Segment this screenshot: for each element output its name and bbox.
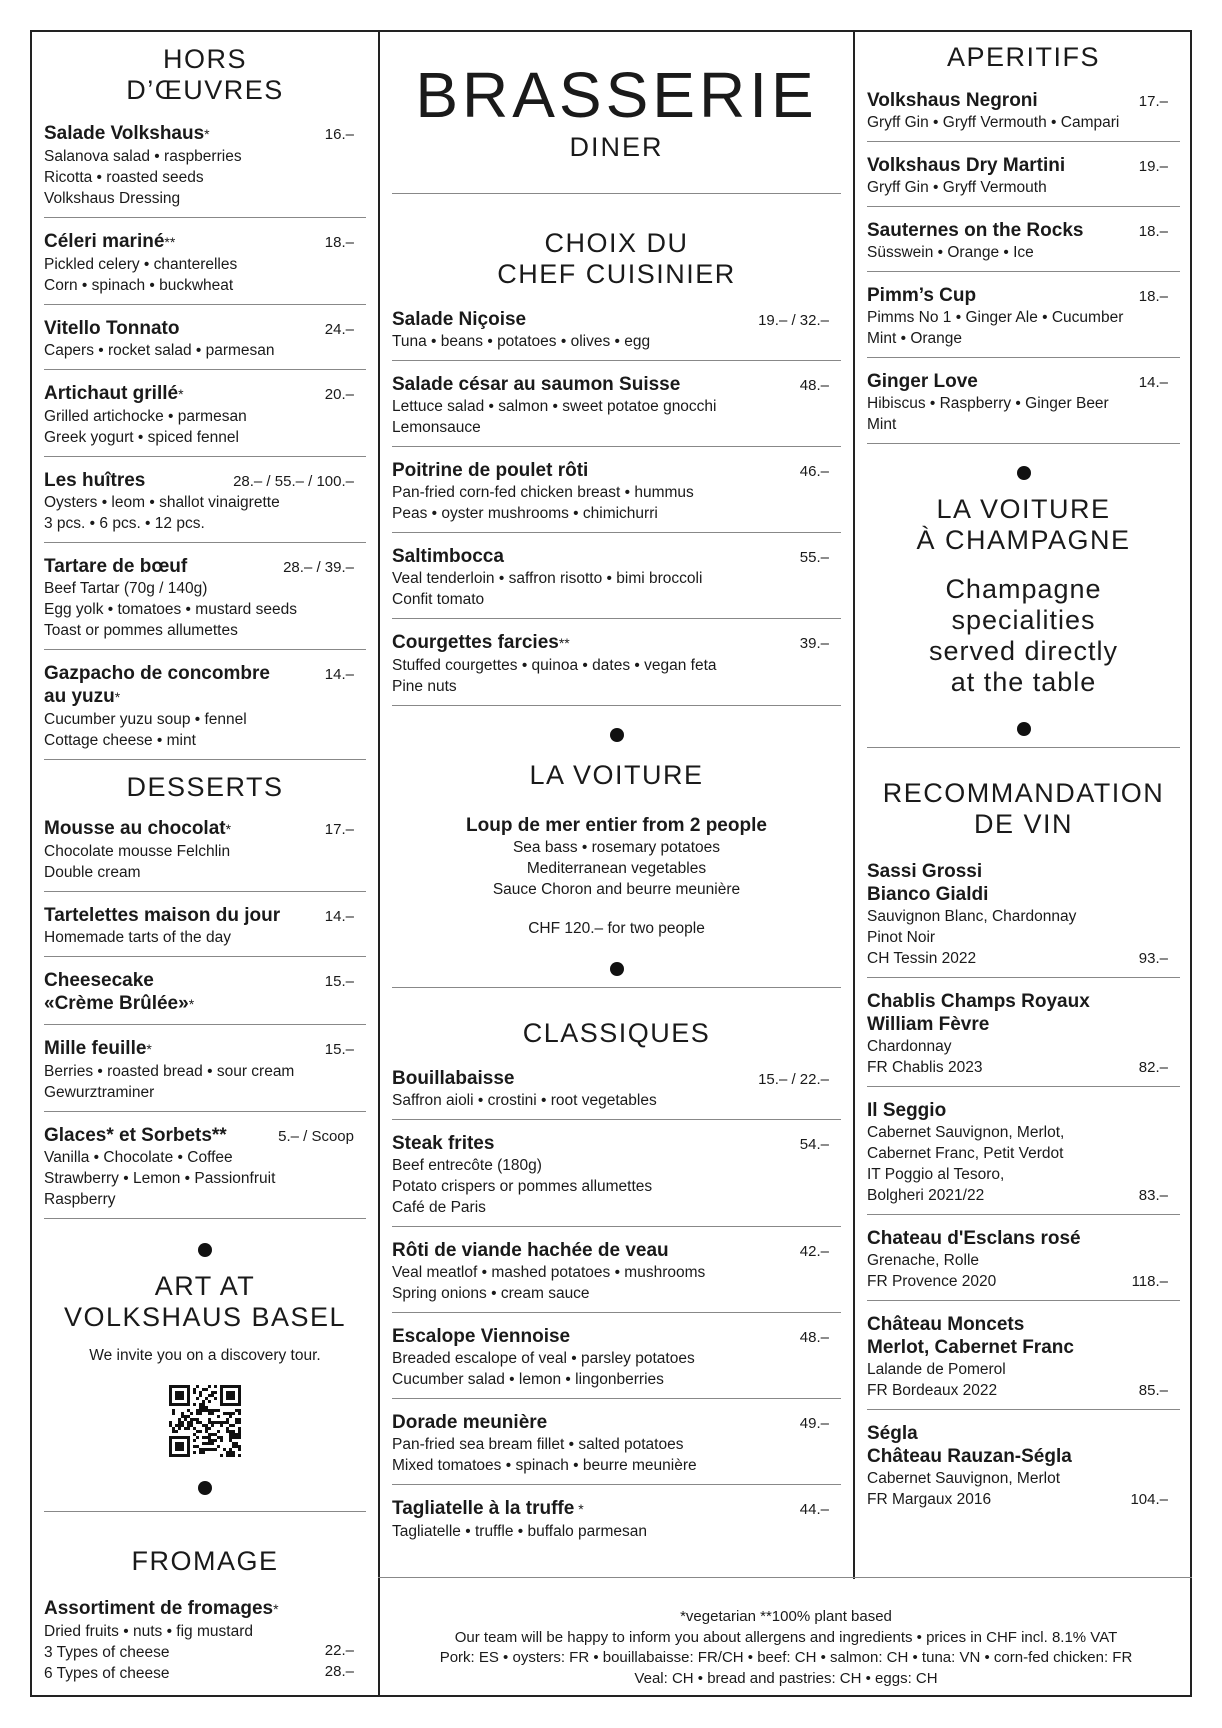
voiture-line: Mediterranean vegetables [526,860,707,877]
middle-column [378,32,855,1579]
item-mark: ** [164,234,176,250]
art-text: We invite you on a discovery tour. [89,1347,321,1364]
item-price: 48.– [799,377,829,394]
divider [44,369,366,370]
right-column [855,32,1192,1695]
divider [44,1218,366,1219]
item-description: Veal meatlof • mashed potatoes • mushrooms [392,1264,706,1281]
wine-price: 83.– [1138,1187,1168,1204]
bullet-dot [198,1243,212,1257]
item-description: Potato crispers or pommes allumettes [392,1178,653,1195]
item-name [867,154,1180,177]
item-name-text: Ginger Love [867,371,978,392]
item-name-text: Salade Niçoise [392,309,527,330]
item-mark: * [574,1501,584,1517]
item-name-text: Pimm’s Cup [867,285,977,306]
item-name-text: Salade Volkshaus [44,123,205,144]
menu-item [32,1037,378,1103]
voiture-name: Loup de mer entier from 2 people [466,815,767,836]
wine-name: Bianco Gialdi [867,884,989,905]
item-price: 15.– / 22.– [758,1071,829,1088]
item-name [392,545,841,568]
item-price: 48.– [799,1329,829,1346]
divider [44,759,366,760]
item-price: 28.– / 55.– / 100.– [233,473,354,490]
champagne-line: Champagne [945,574,1102,604]
wine-price: 82.– [1138,1059,1168,1076]
footer-line: *vegetarian **100% plant based [680,1608,892,1625]
item-name-text: Tartare de bœuf [44,556,188,577]
fromage-row [44,1642,366,1663]
item-price: 44.– [799,1501,829,1518]
wine-price: 118.– [1131,1273,1168,1290]
wine-item [855,1422,1192,1510]
wine-name: William Fèvre [867,1014,990,1035]
item-name-text: Gazpacho de concombre [44,663,270,684]
item-description: Mint • Orange [867,330,963,347]
choix-title: CHOIX DU CHEF CUISINIER [497,228,736,289]
voiture-line: Sea bass • rosemary potatoes [512,839,721,856]
item-name-text: Courgettes farcies [392,632,559,653]
item-price: 49.– [799,1415,829,1432]
wine-name: Merlot, Cabernet Franc [867,1337,1074,1358]
item-name-text: Poitrine de poulet rôti [392,460,589,481]
bullet-dot [610,962,624,976]
menu-item [380,1132,853,1218]
aperitif-list [855,89,1192,444]
wine-name: Ségla [867,1423,918,1444]
item-description: Raspberry [44,1191,116,1208]
menu-item [32,230,378,296]
wine-item [855,1227,1192,1292]
voiture-line: Sauce Choron and beurre meunière [492,881,741,898]
wine-name: Il Seggio [867,1100,947,1121]
item-name-text: Glaces* et Sorbets** [44,1125,227,1146]
menu-item [32,317,378,361]
item-description: Breaded escalope of veal • parsley potatoes [392,1350,695,1367]
voiture-lines [380,837,853,900]
item-mark: * [188,996,195,1012]
divider [44,1024,366,1025]
divider [867,141,1180,142]
item-description: Greek yogurt • spiced fennel [44,429,239,446]
voiture-price: CHF 120.– for two people [528,920,705,937]
footer-notes [380,1607,1192,1689]
classiques-title: CLASSIQUES [522,1018,711,1048]
item-name-text: Steak frites [392,1133,495,1154]
divider [392,360,841,361]
menu-item [32,662,378,751]
divider [44,456,366,457]
menu-item [380,1411,853,1476]
item-price: 14.– [324,908,354,925]
wine-detail: Chardonnay [867,1038,952,1055]
item-name [392,1325,841,1348]
bullet-dot [610,728,624,742]
choix-list [380,308,853,706]
item-description: Mixed tomatoes • spinach • beurre meunière [392,1457,697,1474]
divider [867,443,1180,444]
item-name-text: Sauternes on the Rocks [867,220,1084,241]
item-price: 18.– [324,234,354,251]
wine-item [855,1313,1192,1401]
item-name [867,284,1180,307]
item-description: Saffron aioli • crostini • root vegetables [392,1092,657,1109]
item-description: Pickled celery • chanterelles [44,256,238,273]
item-description: Lettuce salad • salmon • sweet potatoe gnocchi [392,398,717,415]
item-name [44,662,366,685]
divider [867,1214,1180,1215]
item-price: 5.– / Scoop [278,1128,354,1145]
item-description: Gryff Gin • Gryff Vermouth [867,179,1047,196]
item-name [44,122,366,146]
item-name-text: au yuzu [44,686,115,707]
item-description: Veal tenderloin • saffron risotto • bimi broccoli [392,570,703,587]
item-name [44,317,366,340]
item-description: Spring onions • cream sauce [392,1285,590,1302]
item-price: 17.– [324,821,354,838]
fromage-label: 3 Types of cheese [44,1644,170,1661]
divider [44,956,366,957]
divider [44,304,366,305]
item-description: Stuffed courgettes • quinoa • dates • vegan feta [392,657,717,674]
item-name-text: Dorade meunière [392,1412,548,1433]
hors-title: HORS D’ŒUVRES [126,44,284,105]
fromage-price: 22.– [324,1642,354,1659]
divider [867,977,1180,978]
bullet-dot [198,1481,212,1495]
fromage-rows [44,1642,366,1684]
item-name [44,1037,366,1061]
menu-item [380,459,853,524]
divider [392,618,841,619]
footer-line: Our team will be happy to inform you about allergens and ingredients • prices in CHF incl. 8.1% VAT [454,1628,1118,1646]
menu-item [855,370,1192,435]
item-description: Egg yolk • tomatoes • mustard seeds [44,601,297,618]
item-name-text: Mille feuille [44,1038,147,1059]
item-name-text: Volkshaus Negroni [867,90,1038,111]
item-description: Beef Tartar (70g / 140g) [44,580,208,597]
footer-line: Pork: ES • oysters: FR • bouillabaisse: FR/CH • beef: CH • salmon: CH • tuna: VN • corn-fed chicken: FR [439,1649,1133,1666]
wine-detail: Grenache, Rolle [867,1252,980,1269]
menu-item [380,373,853,438]
fromage-row [44,1663,366,1684]
fromage-title: FROMAGE [131,1546,279,1576]
champagne-text [855,574,1192,698]
divider [392,705,841,706]
menu-item [32,469,378,534]
item-price: 14.– [324,666,354,683]
menu-item [32,1124,378,1210]
item-description: Salanova salad • raspberries [44,148,242,165]
item-mark: * [146,1041,152,1057]
menu-item [380,545,853,610]
item-description: Grilled artichocke • parmesan [44,408,247,425]
menu-item [855,284,1192,349]
divider [867,357,1180,358]
item-description: Double cream [44,864,141,881]
wine-detail: Cabernet Franc, Petit Verdot [867,1145,1064,1162]
item-price: 16.– [324,126,354,143]
item-description: Vanilla • Chocolate • Coffee [44,1149,233,1166]
wine-name: Chablis Champs Royaux [867,991,1090,1012]
divider [867,271,1180,272]
item-description: Lemonsauce [392,419,481,436]
divider [867,1086,1180,1087]
champagne-line: served directly [928,636,1119,666]
item-description: Homemade tarts of the day [44,929,231,946]
item-name-text: Saltimbocca [392,546,504,567]
item-name [392,1132,841,1155]
bullet-dot [1017,466,1031,480]
wine-detail: Lalande de Pomerol [867,1361,1006,1378]
fromage-label: 6 Types of cheese [44,1665,170,1682]
hors-list [32,122,378,760]
menu-frame [30,30,1192,1697]
wine-detail: FR Margaux 2016 104.– [867,1491,1168,1508]
item-description: Strawberry • Lemon • Passionfruit [44,1170,276,1187]
item-description: Capers • rocket salad • parmesan [44,342,275,359]
menu-item [380,1239,853,1304]
aperitifs-title: APERITIFS [946,42,1101,72]
wine-detail: CH Tessin 2022 93.– [867,950,1168,967]
divider [392,1312,841,1313]
item-name-text: Rôti de viande hachée de veau [392,1240,669,1261]
menu-item [380,1497,853,1542]
item-description: Gewurztraminer [44,1084,155,1101]
dessert-list [32,817,378,1219]
item-description: Cottage cheese • mint [44,732,196,749]
item-price: 46.– [799,463,829,480]
divider [44,1111,366,1112]
menu-item [380,631,853,697]
menu-item [380,308,853,352]
wine-detail: Bolgheri 2021/22 83.– [867,1187,1168,1204]
item-description: Tuna • beans • potatoes • olives • egg [392,333,651,350]
footer [378,1579,1192,1695]
desserts-title: DESSERTS [126,772,284,802]
wine-name: Château Rauzan-Ségla [867,1446,1072,1467]
item-name-line2 [44,685,366,709]
wine-detail: Pinot Noir [867,929,936,946]
art-title: ART AT VOLKSHAUS BASEL [63,1271,347,1332]
divider [392,1398,841,1399]
wine-name: Sassi Grossi [867,861,983,882]
divider [392,1119,841,1120]
item-name-text: Vitello Tonnato [44,318,180,339]
item-description: Café de Paris [392,1199,486,1216]
item-name [44,817,366,841]
wine-detail: Cabernet Sauvignon, Merlot [867,1470,1061,1487]
item-price: 55.– [799,549,829,566]
wine-item [855,860,1192,969]
item-description: Chocolate mousse Felchlin [44,843,231,860]
item-description: Cucumber salad • lemon • lingonberries [392,1371,664,1388]
item-name-text: Salade césar au saumon Suisse [392,374,681,395]
item-name [44,382,366,406]
wine-price: 85.– [1138,1382,1168,1399]
item-name-text: Les huîtres [44,470,146,491]
item-price: 19.– [1138,158,1168,175]
item-name [44,969,366,992]
item-description: Süsswein • Orange • Ice [867,244,1034,261]
champagne-line: specialities [951,605,1096,635]
item-price: 15.– [324,973,354,990]
divider [392,446,841,447]
item-description: Pimms No 1 • Ginger Ale • Cucumber [867,309,1124,326]
wine-detail: FR Provence 2020 118.– [867,1273,1168,1290]
item-price: 39.– [799,635,829,652]
fromage-item: Assortiment de fromages* Dried fruits • nuts • fig mustard 3 Types of cheese 22.– 6 Types of cheese 28.– [32,1597,378,1684]
item-description: Confit tomato [392,591,485,608]
wine-list [855,860,1192,1510]
item-name [867,219,1180,242]
item-price: 20.– [324,386,354,403]
item-mark: ** [558,635,570,651]
vin-title: RECOMMANDATION DE VIN [882,778,1165,839]
item-description: Oysters • leom • shallot vinaigrette [44,494,280,511]
voiture-title: LA VOITURE [529,760,704,790]
menu-item [380,1325,853,1390]
item-name [44,904,366,927]
item-description: Pan-fried corn-fed chicken breast • hummus [392,484,694,501]
item-description: Ricotta • roasted seeds [44,169,204,186]
wine-detail: FR Chablis 2023 82.– [867,1059,1168,1076]
wine-price: 104.– [1130,1491,1168,1508]
item-description: Pan-fried sea bream fillet • salted potatoes [392,1436,684,1453]
wine-detail: Sauvignon Blanc, Chardonnay [867,908,1077,925]
divider [867,1300,1180,1301]
item-name [392,1497,841,1521]
wine-name: Chateau d'Esclans rosé [867,1228,1081,1249]
item-description: Cucumber yuzu soup • fennel [44,711,247,728]
menu-item [32,122,378,209]
brasserie-title: BRASSERIE [415,59,818,131]
item-name-text: Bouillabaisse [392,1068,515,1089]
classiques-list [380,1067,853,1542]
item-description: Berries • roasted bread • sour cream [44,1063,295,1080]
menu-item [32,817,378,883]
item-mark: * [114,689,121,705]
item-name [44,230,366,254]
divider [392,532,841,533]
left-column [32,32,378,1695]
item-description: Corn • spinach • buckwheat [44,277,234,294]
wine-item [855,990,1192,1078]
item-description: Beef entrecôte (180g) [392,1157,542,1174]
menu-item [32,555,378,641]
item-name-text: Artichaut grillé [44,383,179,404]
champagne-line: at the table [950,667,1097,697]
divider [44,217,366,218]
menu-item [855,219,1192,263]
item-price: 18.– [1138,223,1168,240]
wine-name: Château Moncets [867,1314,1025,1335]
fromage-price: 28.– [324,1663,354,1680]
item-name-text: Mousse au chocolat [44,818,226,839]
menu-item [380,1067,853,1111]
item-name [867,89,1180,112]
item-description: Peas • oyster mushrooms • chimichurri [392,505,658,522]
divider [392,1484,841,1485]
item-description: Volkshaus Dressing [44,190,181,207]
item-name-text: Céleri mariné [44,231,165,252]
item-name-text: Escalope Viennoise [392,1326,571,1347]
wine-price: 93.– [1138,950,1168,967]
champagne-title: LA VOITURE À CHAMPAGNE [916,494,1131,555]
item-price: 24.– [324,321,354,338]
menu-item [855,89,1192,133]
item-name-text: Cheesecake [44,970,154,991]
menu-item [32,969,378,1016]
item-price: 54.– [799,1136,829,1153]
item-name [392,1411,841,1434]
item-price: 42.– [799,1243,829,1260]
menu-item [32,382,378,448]
item-name-text: «Crème Brûlée» [44,993,189,1014]
divider [44,649,366,650]
item-description: Mint [867,416,897,433]
item-description: Hibiscus • Raspberry • Ginger Beer [867,395,1109,412]
item-name [392,459,841,482]
item-description: Pine nuts [392,678,457,695]
item-name-line2 [44,992,366,1016]
item-price: 17.– [1138,93,1168,110]
divider [867,1409,1180,1410]
item-name [392,1239,841,1262]
wine-detail: FR Bordeaux 2022 85.– [867,1382,1168,1399]
divider [392,1226,841,1227]
item-name-text: Tartelettes maison du jour [44,905,281,926]
item-description: Tagliatelle • truffle • buffalo parmesan [392,1523,647,1540]
item-price: 19.– / 32.– [758,312,829,329]
wine-item [855,1099,1192,1206]
item-name-text: Volkshaus Dry Martini [867,155,1066,176]
footer-line: Veal: CH • bread and pastries: CH • eggs: CH [634,1669,938,1687]
item-description: 3 pcs. • 6 pcs. • 12 pcs. [44,515,205,532]
item-name [867,370,1180,393]
item-price: 28.– / 39.– [283,559,354,576]
menu-item [855,154,1192,198]
item-mark: * [204,126,210,142]
bullet-dot [1017,722,1031,736]
wine-detail: IT Poggio al Tesoro, [867,1166,1005,1183]
item-mark: * [178,386,184,402]
item-name [392,373,841,396]
item-price: 18.– [1138,288,1168,305]
wine-detail: Cabernet Sauvignon, Merlot, [867,1124,1065,1141]
qr-code-icon[interactable] [169,1385,241,1457]
divider [867,206,1180,207]
divider [44,542,366,543]
divider [44,891,366,892]
menu-item [32,904,378,948]
item-description: Toast or pommes allumettes [44,622,238,639]
item-name [392,631,841,655]
diner-subtitle: DINER [569,132,664,162]
item-description: Gryff Gin • Gryff Vermouth • Campari [867,114,1120,131]
item-price: 15.– [324,1041,354,1058]
item-price: 14.– [1138,374,1168,391]
item-name-text: Tagliatelle à la truffe [392,1498,575,1519]
item-mark: * [225,821,232,837]
